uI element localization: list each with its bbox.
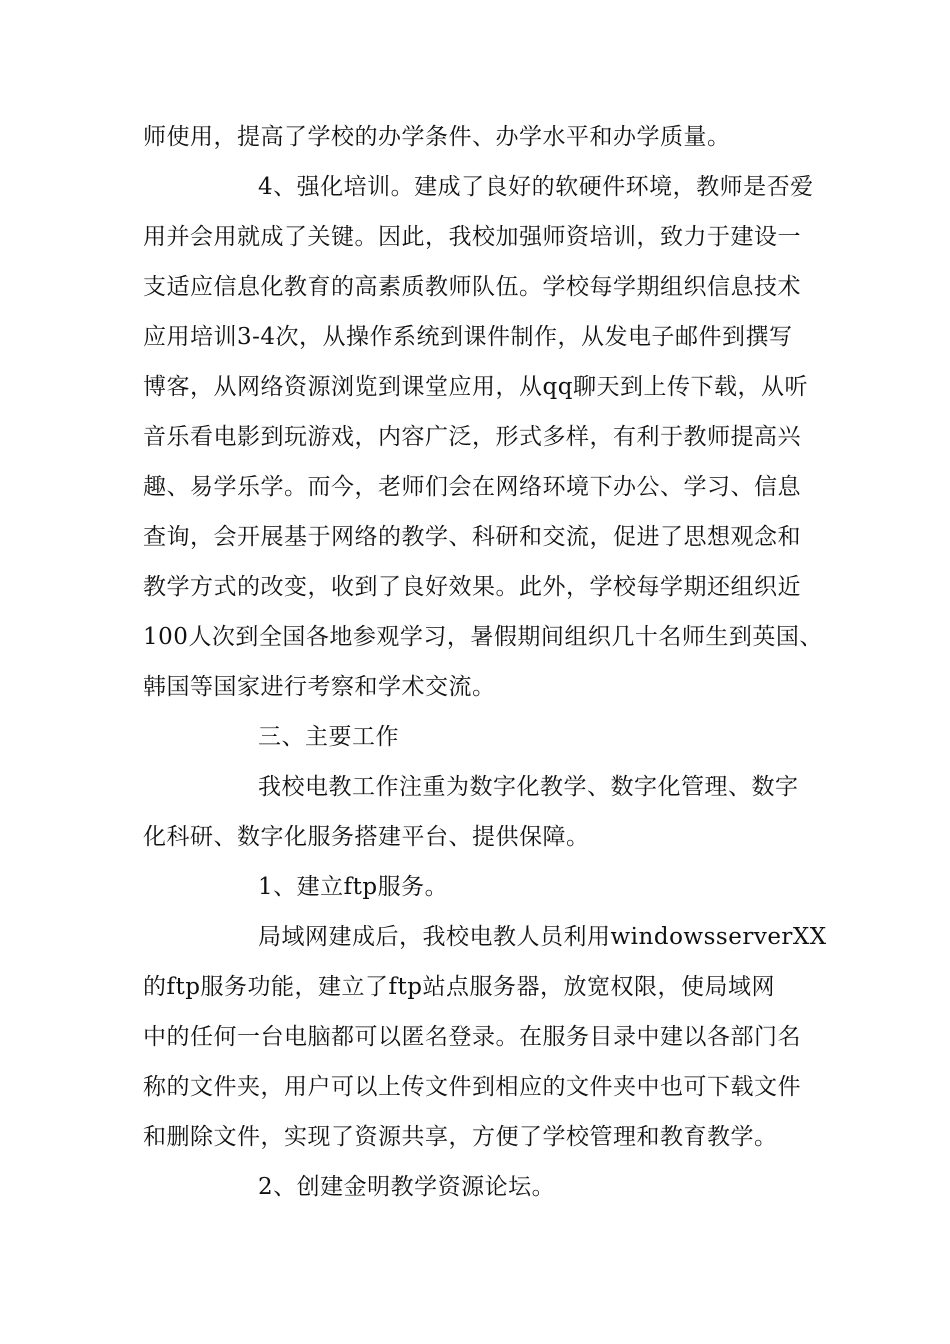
document-body: [143, 112, 833, 1212]
text-line: 音乐看电影到玩游戏，内容广泛，形式多样，有利于教师提高兴: [143, 424, 801, 450]
section-heading: 三、主要工作: [258, 724, 399, 750]
text-line: 和删除文件，实现了资源共享，方便了学校管理和教育教学。: [143, 1124, 778, 1150]
text-line: 局域网建成后，我校电教人员利用windowsserverXX: [258, 924, 827, 950]
text-line: 博客，从网络资源浏览到课堂应用，从qq聊天到上传下载，从听: [143, 374, 808, 400]
text-line: 用并会用就成了关键。因此，我校加强师资培训，致力于建设一: [143, 224, 801, 250]
subsection-heading: 2、创建金明教学资源论坛。: [258, 1174, 556, 1200]
text-line: 的ftp服务功能，建立了ftp站点服务器，放宽权限，使局域网: [143, 974, 775, 1000]
subsection-heading: 1、建立ftp服务。: [258, 874, 449, 900]
text-line: 中的任何一台电脑都可以匿名登录。在服务目录中建以各部门名: [143, 1024, 801, 1050]
text-line: 支适应信息化教育的高素质教师队伍。学校每学期组织信息技术: [143, 274, 801, 300]
text-line: 100人次到全国各地参观学习，暑假期间组织几十名师生到英国、: [143, 624, 823, 650]
text-line: 我校电教工作注重为数字化教学、数字化管理、数字: [258, 774, 799, 800]
text-line: 化科研、数字化服务搭建平台、提供保障。: [143, 824, 590, 850]
text-line: 师使用，提高了学校的办学条件、办学水平和办学质量。: [143, 124, 731, 150]
text-line: 4、强化培训。建成了良好的软硬件环境，教师是否爱: [258, 174, 814, 200]
text-line: 韩国等国家进行考察和学术交流。: [143, 674, 496, 700]
text-line: 应用培训3-4次，从操作系统到课件制作，从发电子邮件到撰写: [143, 324, 793, 350]
text-line: 称的文件夹，用户可以上传文件到相应的文件夹中也可下载文件: [143, 1074, 801, 1100]
text-line: 趣、易学乐学。而今，老师们会在网络环境下办公、学习、信息: [143, 474, 801, 500]
text-line: 教学方式的改变，收到了良好效果。此外，学校每学期还组织近: [143, 574, 801, 600]
text-line: 查询，会开展基于网络的教学、科研和交流，促进了思想观念和: [143, 524, 801, 550]
